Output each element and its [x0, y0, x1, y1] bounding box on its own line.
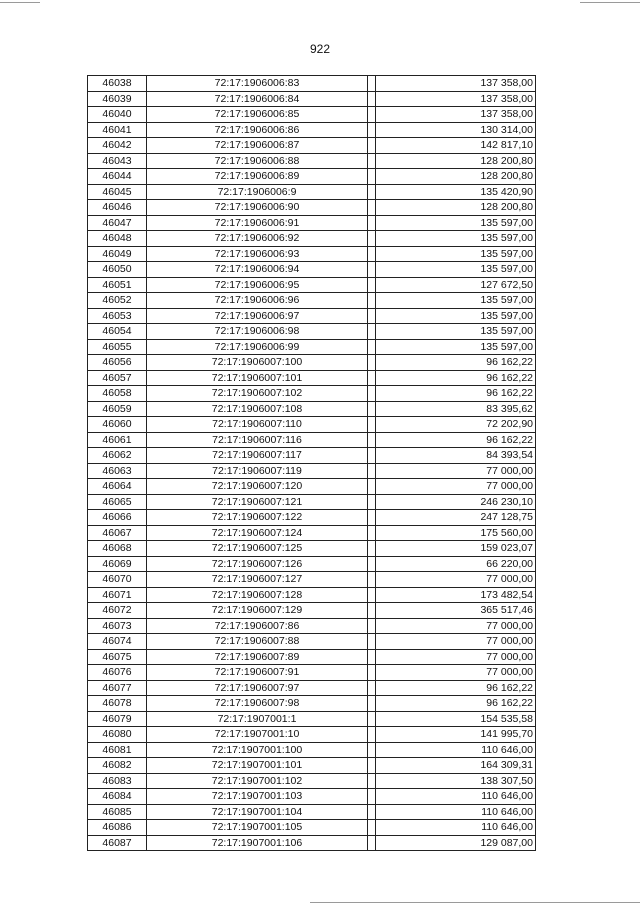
cadastral-number-cell: 72:17:1906007:101 — [147, 370, 368, 386]
cadastral-value-cell: 130 314,00 — [376, 122, 536, 138]
cadastral-value-cell: 84 393,54 — [376, 448, 536, 464]
cadastral-number-cell: 72:17:1906006:97 — [147, 308, 368, 324]
table-row — [88, 742, 536, 758]
table-row — [88, 122, 536, 138]
row-number-cell: 46063 — [88, 463, 147, 479]
table-row — [88, 680, 536, 696]
row-number-cell: 46061 — [88, 432, 147, 448]
cadastral-number-cell: 72:17:1906007:129 — [147, 603, 368, 619]
row-number-cell: 46039 — [88, 91, 147, 107]
table-row — [88, 231, 536, 247]
table-row — [88, 665, 536, 681]
table-row — [88, 618, 536, 634]
cadastral-number-cell: 72:17:1906007:89 — [147, 649, 368, 665]
column-gap — [368, 448, 376, 464]
cadastral-number-cell: 72:17:1906006:85 — [147, 107, 368, 123]
table-row — [88, 448, 536, 464]
row-number-cell: 46045 — [88, 184, 147, 200]
column-gap — [368, 91, 376, 107]
cadastral-value-cell: 135 597,00 — [376, 215, 536, 231]
cadastral-number-cell: 72:17:1906007:100 — [147, 355, 368, 371]
cadastral-value-cell: 77 000,00 — [376, 649, 536, 665]
cadastral-value-cell: 72 202,90 — [376, 417, 536, 433]
row-number-cell: 46084 — [88, 789, 147, 805]
column-gap — [368, 417, 376, 433]
row-number-cell: 46056 — [88, 355, 147, 371]
cadastral-value-cell: 96 162,22 — [376, 370, 536, 386]
cadastral-value-cell: 96 162,22 — [376, 432, 536, 448]
cadastral-number-cell: 72:17:1906007:88 — [147, 634, 368, 650]
cadastral-value-cell: 96 162,22 — [376, 355, 536, 371]
column-gap — [368, 324, 376, 340]
cadastral-value-cell: 110 646,00 — [376, 789, 536, 805]
column-gap — [368, 463, 376, 479]
cadastral-number-cell: 72:17:1906006:91 — [147, 215, 368, 231]
row-number-cell: 46059 — [88, 401, 147, 417]
table-row — [88, 107, 536, 123]
column-gap — [368, 339, 376, 355]
table-row — [88, 696, 536, 712]
cadastral-value-cell: 141 995,70 — [376, 727, 536, 743]
column-gap — [368, 804, 376, 820]
row-number-cell: 46054 — [88, 324, 147, 340]
cadastral-value-cell: 77 000,00 — [376, 665, 536, 681]
cadastral-value-cell: 110 646,00 — [376, 804, 536, 820]
cadastral-number-cell: 72:17:1906007:98 — [147, 696, 368, 712]
table-row — [88, 494, 536, 510]
cadastral-number-cell: 72:17:1906007:122 — [147, 510, 368, 526]
cadastral-value-cell: 77 000,00 — [376, 572, 536, 588]
row-number-cell: 46049 — [88, 246, 147, 262]
table-row — [88, 262, 536, 278]
column-gap — [368, 432, 376, 448]
column-gap — [368, 680, 376, 696]
table-row — [88, 804, 536, 820]
cadastral-number-cell: 72:17:1906007:121 — [147, 494, 368, 510]
cadastral-number-cell: 72:17:1907001:104 — [147, 804, 368, 820]
cadastral-value-cell: 142 817,10 — [376, 138, 536, 154]
column-gap — [368, 169, 376, 185]
cadastral-number-cell: 72:17:1906006:84 — [147, 91, 368, 107]
table-row — [88, 169, 536, 185]
table-row — [88, 386, 536, 402]
column-gap — [368, 200, 376, 216]
cadastral-number-cell: 72:17:1907001:1 — [147, 711, 368, 727]
column-gap — [368, 122, 376, 138]
scan-edge-top-right — [580, 2, 640, 3]
row-number-cell: 46041 — [88, 122, 147, 138]
row-number-cell: 46058 — [88, 386, 147, 402]
table-row — [88, 76, 536, 92]
column-gap — [368, 742, 376, 758]
cadastral-value-cell: 77 000,00 — [376, 634, 536, 650]
table-row — [88, 417, 536, 433]
table-row — [88, 215, 536, 231]
column-gap — [368, 494, 376, 510]
column-gap — [368, 401, 376, 417]
cadastral-value-cell: 129 087,00 — [376, 835, 536, 851]
column-gap — [368, 308, 376, 324]
row-number-cell: 46086 — [88, 820, 147, 836]
cadastral-number-cell: 72:17:1906006:88 — [147, 153, 368, 169]
table-row — [88, 184, 536, 200]
cadastral-number-cell: 72:17:1906006:92 — [147, 231, 368, 247]
cadastral-value-cell: 135 597,00 — [376, 246, 536, 262]
registry-table — [87, 75, 536, 851]
cadastral-number-cell: 72:17:1906007:110 — [147, 417, 368, 433]
cadastral-value-cell: 365 517,46 — [376, 603, 536, 619]
table-row — [88, 308, 536, 324]
column-gap — [368, 835, 376, 851]
row-number-cell: 46076 — [88, 665, 147, 681]
column-gap — [368, 665, 376, 681]
cadastral-number-cell: 72:17:1907001:101 — [147, 758, 368, 774]
table-row — [88, 339, 536, 355]
cadastral-value-cell: 135 597,00 — [376, 324, 536, 340]
row-number-cell: 46079 — [88, 711, 147, 727]
cadastral-number-cell: 72:17:1906006:89 — [147, 169, 368, 185]
row-number-cell: 46068 — [88, 541, 147, 557]
table-row — [88, 510, 536, 526]
row-number-cell: 46069 — [88, 556, 147, 572]
column-gap — [368, 184, 376, 200]
cadastral-value-cell: 135 597,00 — [376, 308, 536, 324]
table-row — [88, 200, 536, 216]
cadastral-number-cell: 72:17:1906006:87 — [147, 138, 368, 154]
cadastral-value-cell: 247 128,75 — [376, 510, 536, 526]
row-number-cell: 46078 — [88, 696, 147, 712]
cadastral-value-cell: 110 646,00 — [376, 820, 536, 836]
row-number-cell: 46046 — [88, 200, 147, 216]
cadastral-value-cell: 137 358,00 — [376, 91, 536, 107]
column-gap — [368, 556, 376, 572]
table-row — [88, 370, 536, 386]
column-gap — [368, 370, 376, 386]
table-row — [88, 603, 536, 619]
row-number-cell: 46062 — [88, 448, 147, 464]
cadastral-value-cell: 77 000,00 — [376, 618, 536, 634]
cadastral-number-cell: 72:17:1907001:105 — [147, 820, 368, 836]
table-row — [88, 649, 536, 665]
column-gap — [368, 215, 376, 231]
cadastral-number-cell: 72:17:1906006:90 — [147, 200, 368, 216]
cadastral-number-cell: 72:17:1906007:128 — [147, 587, 368, 603]
row-number-cell: 46042 — [88, 138, 147, 154]
column-gap — [368, 386, 376, 402]
row-number-cell: 46082 — [88, 758, 147, 774]
cadastral-number-cell: 72:17:1906006:99 — [147, 339, 368, 355]
cadastral-number-cell: 72:17:1906006:93 — [147, 246, 368, 262]
column-gap — [368, 711, 376, 727]
table-row — [88, 711, 536, 727]
column-gap — [368, 262, 376, 278]
cadastral-number-cell: 72:17:1906007:126 — [147, 556, 368, 572]
row-number-cell: 46066 — [88, 510, 147, 526]
column-gap — [368, 727, 376, 743]
column-gap — [368, 634, 376, 650]
row-number-cell: 46074 — [88, 634, 147, 650]
row-number-cell: 46044 — [88, 169, 147, 185]
table-row — [88, 789, 536, 805]
cadastral-value-cell: 173 482,54 — [376, 587, 536, 603]
cadastral-number-cell: 72:17:1906007:91 — [147, 665, 368, 681]
cadastral-number-cell: 72:17:1906007:124 — [147, 525, 368, 541]
cadastral-number-cell: 72:17:1906007:120 — [147, 479, 368, 495]
row-number-cell: 46051 — [88, 277, 147, 293]
table-row — [88, 541, 536, 557]
cadastral-value-cell: 135 597,00 — [376, 339, 536, 355]
table-row — [88, 277, 536, 293]
cadastral-number-cell: 72:17:1907001:103 — [147, 789, 368, 805]
row-number-cell: 46073 — [88, 618, 147, 634]
row-number-cell: 46048 — [88, 231, 147, 247]
page-number: 922 — [309, 42, 331, 56]
cadastral-number-cell: 72:17:1906007:97 — [147, 680, 368, 696]
column-gap — [368, 138, 376, 154]
column-gap — [368, 541, 376, 557]
cadastral-number-cell: 72:17:1906007:125 — [147, 541, 368, 557]
cadastral-number-cell: 72:17:1906006:98 — [147, 324, 368, 340]
table-row — [88, 246, 536, 262]
cadastral-value-cell: 138 307,50 — [376, 773, 536, 789]
row-number-cell: 46038 — [88, 76, 147, 92]
column-gap — [368, 246, 376, 262]
row-number-cell: 46055 — [88, 339, 147, 355]
scan-edge-top-left — [0, 2, 40, 3]
cadastral-number-cell: 72:17:1906007:108 — [147, 401, 368, 417]
column-gap — [368, 789, 376, 805]
row-number-cell: 46064 — [88, 479, 147, 495]
cadastral-value-cell: 83 395,62 — [376, 401, 536, 417]
cadastral-value-cell: 128 200,80 — [376, 153, 536, 169]
table-row — [88, 773, 536, 789]
row-number-cell: 46047 — [88, 215, 147, 231]
cadastral-value-cell: 246 230,10 — [376, 494, 536, 510]
table-row — [88, 556, 536, 572]
column-gap — [368, 773, 376, 789]
table-row — [88, 727, 536, 743]
cadastral-value-cell: 137 358,00 — [376, 76, 536, 92]
column-gap — [368, 696, 376, 712]
cadastral-number-cell: 72:17:1906006:9 — [147, 184, 368, 200]
cadastral-number-cell: 72:17:1906006:96 — [147, 293, 368, 309]
row-number-cell: 46080 — [88, 727, 147, 743]
table-row — [88, 758, 536, 774]
cadastral-value-cell: 135 420,90 — [376, 184, 536, 200]
table-row — [88, 820, 536, 836]
table-row — [88, 401, 536, 417]
column-gap — [368, 76, 376, 92]
column-gap — [368, 525, 376, 541]
cadastral-number-cell: 72:17:1906006:86 — [147, 122, 368, 138]
cadastral-number-cell: 72:17:1906006:83 — [147, 76, 368, 92]
cadastral-value-cell: 127 672,50 — [376, 277, 536, 293]
cadastral-value-cell: 110 646,00 — [376, 742, 536, 758]
cadastral-value-cell: 159 023,07 — [376, 541, 536, 557]
column-gap — [368, 231, 376, 247]
column-gap — [368, 618, 376, 634]
column-gap — [368, 107, 376, 123]
cadastral-number-cell: 72:17:1906006:95 — [147, 277, 368, 293]
row-number-cell: 46065 — [88, 494, 147, 510]
table-row — [88, 293, 536, 309]
row-number-cell: 46077 — [88, 680, 147, 696]
column-gap — [368, 153, 376, 169]
cadastral-value-cell: 135 597,00 — [376, 262, 536, 278]
cadastral-number-cell: 72:17:1906007:119 — [147, 463, 368, 479]
row-number-cell: 46085 — [88, 804, 147, 820]
row-number-cell: 46081 — [88, 742, 147, 758]
row-number-cell: 46072 — [88, 603, 147, 619]
column-gap — [368, 587, 376, 603]
column-gap — [368, 510, 376, 526]
cadastral-number-cell: 72:17:1906007:86 — [147, 618, 368, 634]
cadastral-value-cell: 96 162,22 — [376, 696, 536, 712]
row-number-cell: 46043 — [88, 153, 147, 169]
cadastral-value-cell: 128 200,80 — [376, 200, 536, 216]
cadastral-value-cell: 154 535,58 — [376, 711, 536, 727]
table-row — [88, 91, 536, 107]
cadastral-number-cell: 72:17:1906007:102 — [147, 386, 368, 402]
row-number-cell: 46040 — [88, 107, 147, 123]
table-row — [88, 463, 536, 479]
cadastral-number-cell: 72:17:1907001:10 — [147, 727, 368, 743]
column-gap — [368, 820, 376, 836]
table-row — [88, 634, 536, 650]
cadastral-number-cell: 72:17:1907001:100 — [147, 742, 368, 758]
row-number-cell: 46052 — [88, 293, 147, 309]
column-gap — [368, 572, 376, 588]
column-gap — [368, 649, 376, 665]
table-row — [88, 153, 536, 169]
row-number-cell: 46083 — [88, 773, 147, 789]
cadastral-value-cell: 175 560,00 — [376, 525, 536, 541]
cadastral-value-cell: 96 162,22 — [376, 680, 536, 696]
row-number-cell: 46075 — [88, 649, 147, 665]
cadastral-number-cell: 72:17:1906007:117 — [147, 448, 368, 464]
cadastral-value-cell: 128 200,80 — [376, 169, 536, 185]
table-row — [88, 835, 536, 851]
cadastral-value-cell: 77 000,00 — [376, 463, 536, 479]
row-number-cell: 46053 — [88, 308, 147, 324]
cadastral-number-cell: 72:17:1907001:106 — [147, 835, 368, 851]
cadastral-number-cell: 72:17:1906007:116 — [147, 432, 368, 448]
table-row — [88, 587, 536, 603]
table-row — [88, 138, 536, 154]
column-gap — [368, 479, 376, 495]
cadastral-number-cell: 72:17:1906007:127 — [147, 572, 368, 588]
row-number-cell: 46087 — [88, 835, 147, 851]
column-gap — [368, 603, 376, 619]
row-number-cell: 46057 — [88, 370, 147, 386]
cadastral-value-cell: 135 597,00 — [376, 293, 536, 309]
row-number-cell: 46071 — [88, 587, 147, 603]
cadastral-value-cell: 96 162,22 — [376, 386, 536, 402]
column-gap — [368, 355, 376, 371]
row-number-cell: 46070 — [88, 572, 147, 588]
cadastral-number-cell: 72:17:1907001:102 — [147, 773, 368, 789]
table-row — [88, 355, 536, 371]
cadastral-value-cell: 137 358,00 — [376, 107, 536, 123]
cadastral-value-cell: 164 309,31 — [376, 758, 536, 774]
table-row — [88, 525, 536, 541]
scan-edge-bottom — [310, 902, 640, 903]
column-gap — [368, 293, 376, 309]
column-gap — [368, 758, 376, 774]
cadastral-number-cell: 72:17:1906006:94 — [147, 262, 368, 278]
registry-table-body — [88, 76, 536, 851]
table-row — [88, 572, 536, 588]
column-gap — [368, 277, 376, 293]
row-number-cell: 46060 — [88, 417, 147, 433]
cadastral-value-cell: 66 220,00 — [376, 556, 536, 572]
row-number-cell: 46067 — [88, 525, 147, 541]
table-row — [88, 479, 536, 495]
cadastral-value-cell: 77 000,00 — [376, 479, 536, 495]
table-row — [88, 432, 536, 448]
table-row — [88, 324, 536, 340]
cadastral-value-cell: 135 597,00 — [376, 231, 536, 247]
row-number-cell: 46050 — [88, 262, 147, 278]
